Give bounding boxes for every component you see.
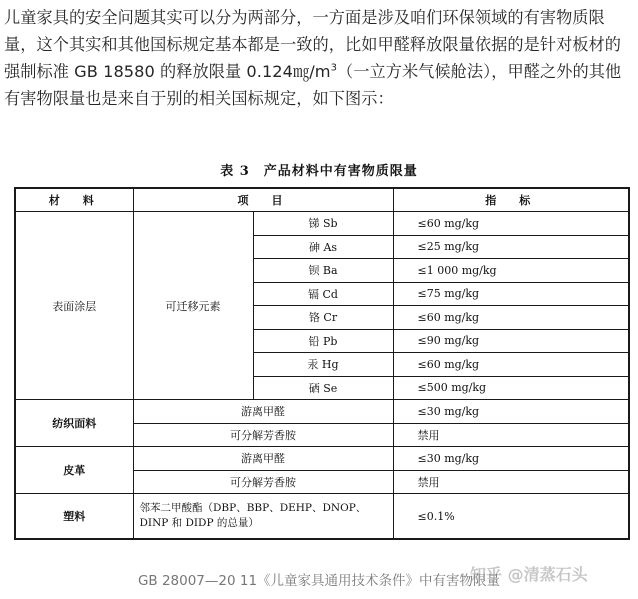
material-textile: 纺织面料 (15, 400, 133, 447)
table-row (15, 447, 629, 471)
superscript-3: 3 (330, 62, 337, 74)
element-cell: 硒 Se (253, 376, 393, 400)
intro-text-cont: （一立方米气候舱法），甲醛之外的其他有害物限量也是来自于别的相关国标规定，如下图示： (4, 62, 622, 108)
header-indicator: 指 标 (393, 188, 629, 212)
limit-cell: ≤500 mg/kg (393, 376, 629, 400)
limit-cell: ≤90 mg/kg (393, 329, 629, 353)
image-caption: GB 28007—20 11《儿童家具通用技术条件》中有害物限量 (137, 573, 501, 589)
limit-cell: ≤30 mg/kg (393, 400, 629, 424)
material-plastic: 塑料 (15, 494, 133, 540)
limit-cell: ≤60 mg/kg (393, 212, 629, 236)
item-phthalates: 邻苯二甲酸酯（DBP、BBP、DEHP、DNOP、DINP 和 DIDP 的总量） (133, 494, 393, 540)
limit-cell: ≤60 mg/kg (393, 306, 629, 330)
item-cell: 可分解芳香胺 (133, 470, 393, 494)
material-leather: 皮革 (15, 447, 133, 494)
item-cell: 可分解芳香胺 (133, 423, 393, 447)
element-cell: 铬 Cr (253, 306, 393, 330)
header-row (15, 188, 629, 212)
limit-cell: 禁用 (393, 470, 629, 494)
header-material: 材 料 (15, 188, 133, 212)
material-surface-coating: 表面涂层 (15, 212, 133, 400)
hazard-limit-table (14, 187, 630, 540)
header-item: 项 目 (133, 188, 393, 212)
limit-cell: ≤0.1% (393, 494, 629, 540)
limit-cell: ≤30 mg/kg (393, 447, 629, 471)
watermark: 知乎 @清蒸石头 (470, 565, 588, 584)
table-title: 表 3 产品材料中有害物质限量 (220, 164, 418, 179)
item-cell: 游离甲醛 (133, 400, 393, 424)
limit-cell: ≤25 mg/kg (393, 235, 629, 259)
limit-cell: ≤60 mg/kg (393, 353, 629, 377)
element-cell: 砷 As (253, 235, 393, 259)
table-row (15, 400, 629, 424)
element-cell: 镉 Cd (253, 282, 393, 306)
intro-paragraph (4, 4, 634, 112)
element-cell: 汞 Hg (253, 353, 393, 377)
item-cell: 游离甲醛 (133, 447, 393, 471)
element-cell: 锑 Sb (253, 212, 393, 236)
table-row (15, 494, 629, 540)
limit-cell: ≤75 mg/kg (393, 282, 629, 306)
element-cell: 钡 Ba (253, 259, 393, 283)
element-cell: 铅 Pb (253, 329, 393, 353)
table-row (15, 212, 629, 236)
limit-cell: 禁用 (393, 423, 629, 447)
category-migratable-elements: 可迁移元素 (133, 212, 253, 400)
limit-cell: ≤1 000 mg/kg (393, 259, 629, 283)
intro-text: 儿童家具的安全问题其实可以分为两部分，一方面是涉及咱们环保领域的有害物质限量，这个其实和其他国标规定基本都是一致的，比如甲醛释放限量依据的是针对板材的强制标准 GB 18580 的释放限量 0.124㎎/m (4, 8, 622, 81)
